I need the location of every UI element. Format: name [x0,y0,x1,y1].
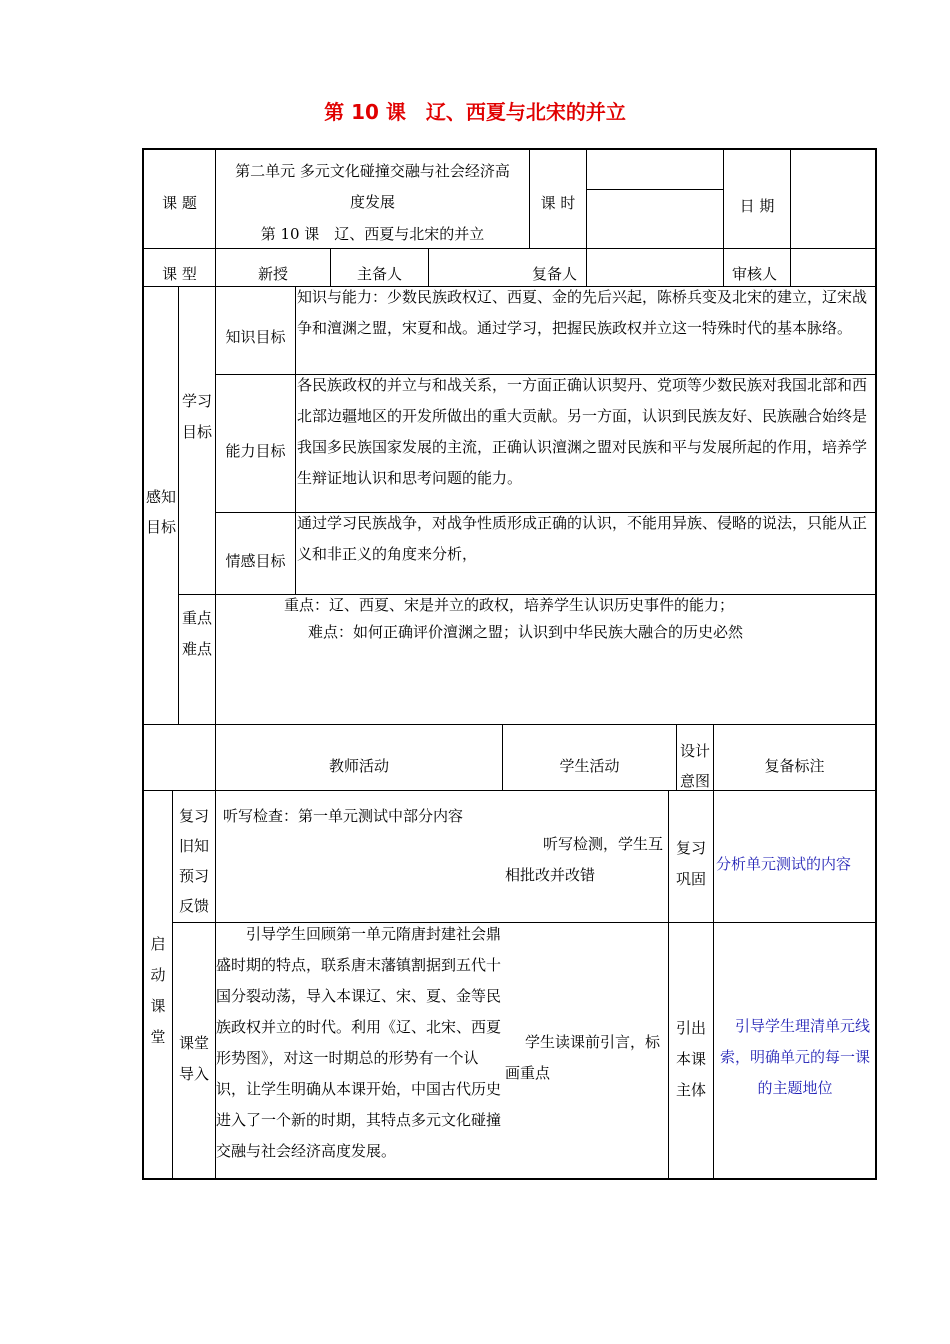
section-label: 启动课堂 [150,935,166,1046]
design-review: 复习巩固 [675,839,706,888]
subject-label: 课 题 [162,194,197,212]
student-review: 听写检测，学生互相批改并改错 [505,835,664,884]
difficult-point: 难点：如何正确评价澶渊之盟；认识到中华民族大融合的历史必然 [308,623,744,641]
emotion-label: 情感目标 [225,552,286,570]
design-intro: 引出本课主体 [675,1019,706,1099]
hours-label: 课 时 [540,194,576,212]
unit-line-2: 度发展 [349,193,395,211]
key-point: 重点：辽、西夏、宋是并立的政权，培养学生认识历史事件的能力； [284,596,735,614]
lesson-line: 第 10 课 辽、西夏与北宋的并立 [260,225,485,243]
notes-header: 复备标注 [764,757,825,775]
type-value: 新授 [257,265,288,283]
stage-intro: 课堂导入 [178,1034,209,1083]
student-intro: 学生读课前引言，标画重点 [505,1033,661,1082]
study-goal-label: 学习目标 [182,392,213,441]
student-activity-header: 学生活动 [559,757,620,775]
stage-review: 复习旧知预习反馈 [178,807,209,915]
teacher-intro: 引导学生回顾第一单元隋唐封建社会鼎盛时期的特点，联系唐末藩镇割据到五代十国分裂动荡，导入本课辽、宋、夏、金等民族政权并立的时代。利用《辽、北宋、西夏形势图》，对这一时期总的形势有一个认识，让学生明确从本课开始，中国古代历史进入了一个新的时期，其特点多元文化碰撞交融与社会经济高度发展。 [216,925,502,1160]
page-title: 第 10 课 辽、西夏与北宋的并立 [324,100,626,124]
type-label: 课 型 [162,265,197,283]
teacher-activity-header: 教师活动 [328,757,389,775]
re-prep-label: 复备人 [532,265,578,283]
main-prep-label: 主备人 [356,265,402,283]
notes-intro: 引导学生理清单元线索，明确单元的每一课的主题地位 [719,1017,870,1097]
unit-line-1: 第二单元 多元文化碰撞交融与社会经济高 [235,162,510,180]
ability-text: 各民族政权的并立与和战关系，一方面正确认识契丹、党项等少数民族对我国北部和西北部边疆地区的开发所做出的重大贡献。另一方面，认识到民族友好、民族融合始终是我国多民族国家发展的主流，正确认识澶渊之盟对民族和平与发展所起的作用，培养学生辩证地认识和思考问题的能力。 [297,376,868,487]
design-intent-header: 设计意图 [679,742,710,790]
outer-goal-label: 感知目标 [145,488,176,536]
reviewer-label: 审核人 [732,265,778,283]
teacher-review: 听写检查：第一单元测试中部分内容 [223,807,464,825]
knowledge-text: 知识与能力：少数民族政权辽、西夏、金的先后兴起，陈桥兵变及北宋的建立，辽宋战争和澶渊之盟，宋夏和战。通过学习，把握民族政权并立这一特殊时代的基本脉络。 [297,288,868,337]
ability-label: 能力目标 [225,442,286,460]
emotion-text: 通过学习民族战争，对战争性质形成正确的认识，不能用异族、侵略的说法，只能从正义和非正义的角度来分析， [297,514,868,563]
notes-review: 分析单元测试的内容 [716,855,852,873]
key-point-label: 重点难点 [182,609,213,658]
knowledge-label: 知识目标 [225,328,286,346]
date-label: 日 期 [739,197,775,215]
